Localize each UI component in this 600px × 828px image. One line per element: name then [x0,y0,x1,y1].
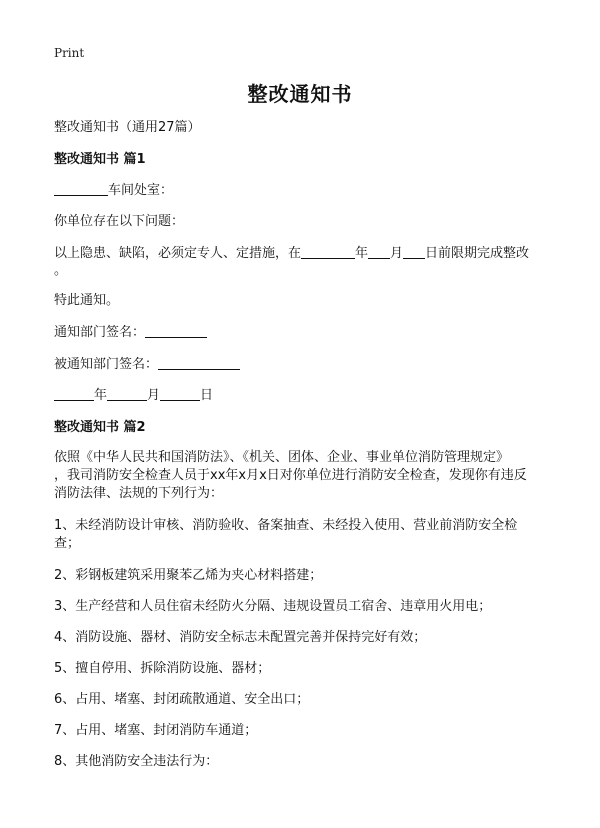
date-month-char: 月 [147,388,161,403]
section-heading-1: 整改通知书 篇1 [54,152,146,167]
notify-dept-sign-line [54,323,554,343]
date-day-char: 日 [200,388,214,403]
issues-intro: 你单位存在以下问题： [54,214,185,229]
workshop-line [54,181,554,201]
date-day-blank [160,386,200,401]
date-year-char: 年 [94,388,108,403]
deadline-day-blank [403,244,425,259]
notified-dept-sign-blank [158,355,240,370]
workshop-suffix: 车间处室： [108,183,174,198]
violation-item-2: 2、彩钢板建筑采用聚苯乙烯为夹心材料搭建； [54,568,323,583]
violation-item-3: 3、生产经营和人员住宿未经防火分隔、违规设置员工宿舍、违章用火用电； [54,599,492,614]
violation-item-5: 5、擅自停用、拆除消防设施、器材； [54,661,271,676]
notice-text: 特此通知。 [54,293,120,308]
notified-dept-sign-label: 被通知部门签名： [54,357,159,372]
date-line [54,386,554,406]
violation-item-6: 6、占用、堵塞、封闭疏散通道、安全出口； [54,692,310,707]
deadline-year-char: 年 [355,246,369,261]
document-subtitle: 整改通知书（通用27篇） [54,120,201,135]
section2-intro-line3: 消防法律、法规的下列行为： [54,486,224,501]
deadline-month-char: 月 [390,246,404,261]
violation-item-1-line1: 1、未经消防设计审核、消防验收、备案抽查、未经投入使用、营业前消防安全检 [54,518,518,533]
date-month-blank [107,386,147,401]
print-link[interactable]: Print [54,46,85,60]
date-year-blank [54,386,94,401]
deadline-prefix: 以上隐患、缺陷，必须定专人、定措施，在 [54,246,302,261]
violation-item-7: 7、占用、堵塞、封闭消防车通道； [54,723,258,738]
notify-dept-sign-blank [145,323,207,338]
deadline-end: 。 [54,263,68,278]
deadline-suffix: 日前限期完成整改 [425,246,530,261]
violation-item-4: 4、消防设施、器材、消防安全标志未配置完善并保持完好有效； [54,630,427,645]
workshop-blank [54,181,108,196]
deadline-month-blank [368,244,390,259]
notify-dept-sign-label: 通知部门签名： [54,325,146,340]
page-title: 整改通知书 [247,82,353,106]
section2-intro-line1: 依照《中华人民共和国消防法》、《机关、团体、企业、事业单位消防管理规定》 [54,450,510,465]
violation-item-8: 8、其他消防安全违法行为： [54,754,219,769]
notified-dept-sign-line [54,355,554,375]
section-heading-2: 整改通知书 篇2 [54,420,146,435]
violation-item-1-line2: 查； [54,536,81,551]
deadline-year-blank [301,244,355,259]
section2-intro-line2: ，我司消防安全检查人员于xx年x月x日对你单位进行消防安全检查，发现你有违反 [54,468,527,483]
